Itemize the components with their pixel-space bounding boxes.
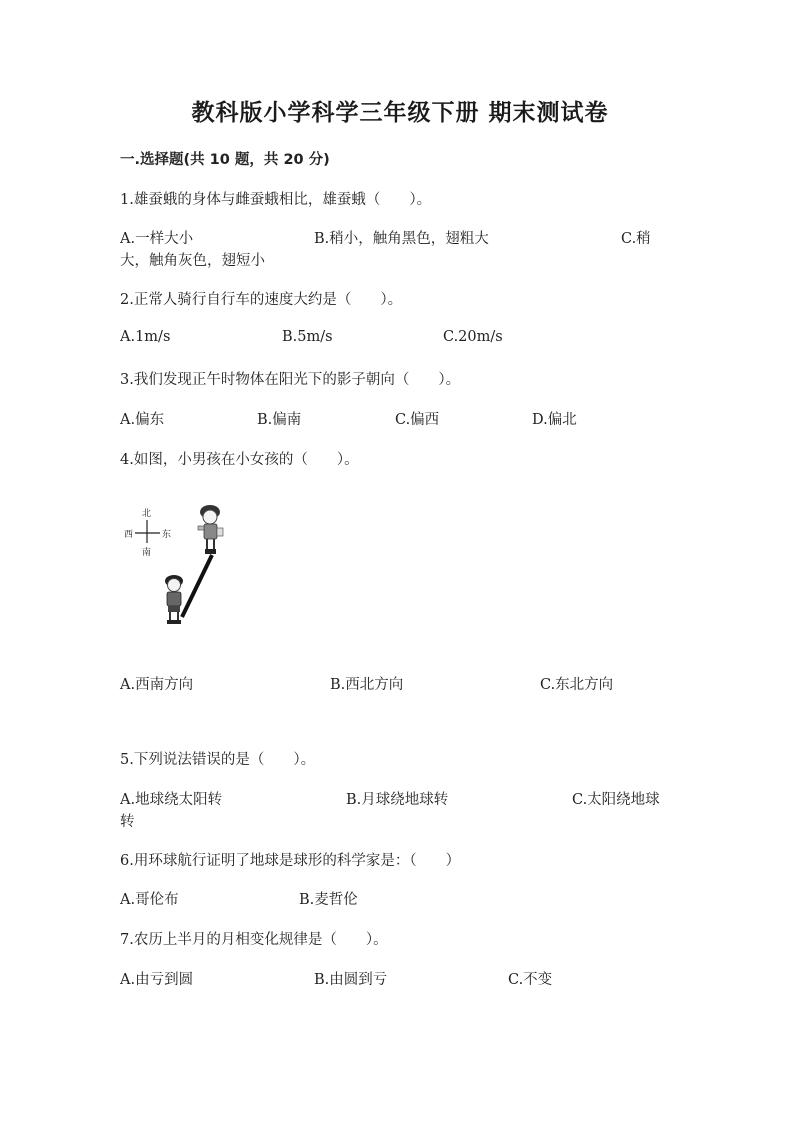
q1-option-c-continued: 大，触角灰色，翅短小 [120,253,265,269]
compass-east: 东 [162,530,172,540]
q2-option-a[interactable]: A.1m/s [120,329,171,345]
question-3: 3.我们发现正午时物体在阳光下的影子朝向（ ）。 [120,372,461,388]
q2-option-b[interactable]: B.5m/s [282,329,333,345]
page-title: 教科版小学科学三年级下册 期末测试卷 [191,100,609,126]
q4-option-a[interactable]: A.西南方向 [120,677,194,693]
boy-icon [165,575,183,624]
q2-option-c[interactable]: C.20m/s [443,329,503,345]
q4-option-c[interactable]: C.东北方向 [540,677,614,693]
q7-option-a[interactable]: A.由亏到圆 [120,972,194,988]
girl-icon [198,505,223,554]
q5-option-c-continued: 转 [120,814,135,830]
q5-option-c[interactable]: C.太阳绕地球 [572,792,660,808]
q6-option-a[interactable]: A.哥伦布 [120,892,179,908]
section-heading: 一.选择题(共 10 题，共 20 分) [120,152,330,168]
question-7: 7.农历上半月的月相变化规律是（ ）。 [120,932,388,948]
compass-south: 南 [142,548,152,558]
direction-figure [118,497,243,627]
q7-option-b[interactable]: B.由圆到亏 [314,972,388,988]
q3-option-c[interactable]: C.偏西 [395,412,440,428]
compass-north: 北 [142,509,152,519]
path-line [182,555,212,617]
compass-icon [124,507,171,558]
question-2: 2.正常人骑行自行车的速度大约是（ ）。 [120,292,403,308]
question-6: 6.用环球航行证明了地球是球形的科学家是：（ ） [120,853,461,869]
q3-option-a[interactable]: A.偏东 [120,412,165,428]
q1-option-c[interactable]: C.稍 [621,231,651,247]
q5-option-b[interactable]: B.月球绕地球转 [346,792,449,808]
q1-option-b[interactable]: B.稍小，触角黑色，翅粗大 [314,231,489,247]
question-5: 5.下列说法错误的是（ ）。 [120,752,316,768]
q4-option-b[interactable]: B.西北方向 [330,677,404,693]
q6-option-b[interactable]: B.麦哲伦 [299,892,358,908]
compass-west: 西 [124,530,134,540]
q5-option-a[interactable]: A.地球绕太阳转 [120,792,223,808]
question-1: 1.雄蚕蛾的身体与雌蚕蛾相比，雄蚕蛾（ ）。 [120,192,432,208]
q7-option-c[interactable]: C.不变 [508,972,553,988]
q3-option-b[interactable]: B.偏南 [257,412,302,428]
q1-option-a[interactable]: A.一样大小 [120,231,194,247]
question-4: 4.如图，小男孩在小女孩的（ ）。 [120,452,359,468]
q3-option-d[interactable]: D.偏北 [532,412,577,428]
